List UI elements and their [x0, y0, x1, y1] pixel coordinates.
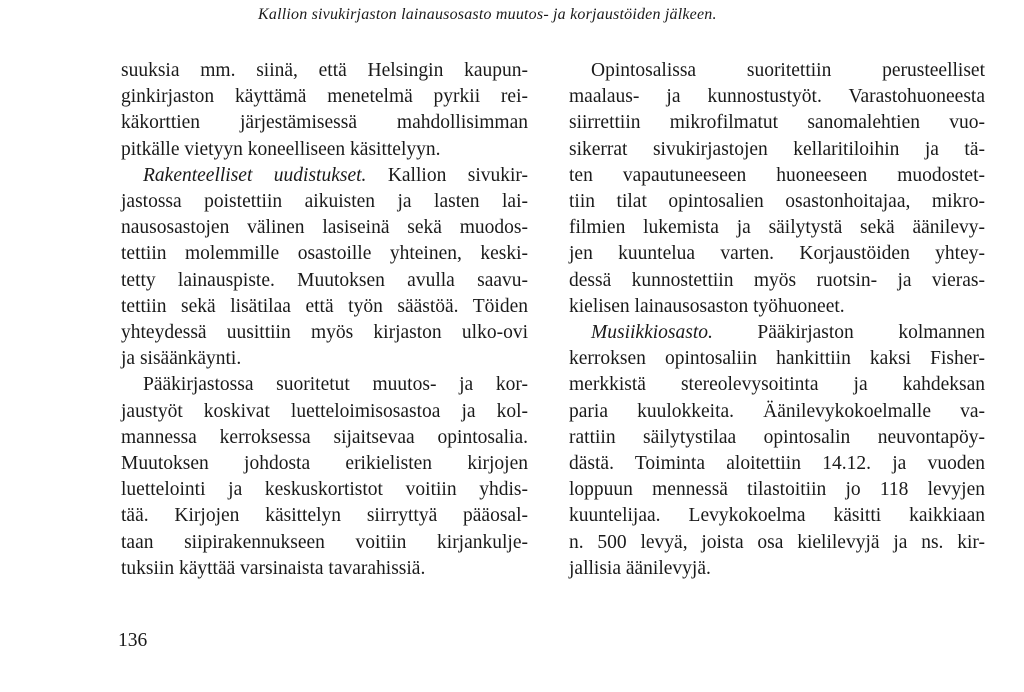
left-column — [121, 58, 528, 582]
text-line: kerroksen opintosaliin hankittiin kaksi Fisher- — [569, 348, 985, 370]
section-heading-musiikkiosasto: Musiikkiosasto. — [591, 322, 713, 344]
text-line: mannessa kerroksessa sijaitsevaa opintosalia. — [121, 426, 528, 448]
text-line: käkorttien järjestämisessä mahdollisimman — [121, 112, 528, 134]
text-fragment: Kallion sivukir- — [366, 164, 529, 186]
text-line: luettelointi ja keskuskortistot voitiin yhdis- — [121, 479, 528, 501]
text-line: tettiin molemmille osastoille yhteinen, keski- — [121, 243, 528, 265]
text-line: tää. Kirjojen käsittelyn siirryttyä pääosal- — [121, 505, 528, 527]
text-line: taan siipirakennukseen voitiin kirjankulje- — [121, 531, 528, 553]
text-line: pitkälle vietyyn koneelliseen käsittelyyn. — [121, 138, 441, 160]
page-number: 136 — [118, 630, 148, 651]
text-line: tetty lainauspiste. Muutoksen avulla saavu- — [121, 269, 528, 291]
text-line: kuuntelijaa. Levykokoelma käsitti kaikkiaan — [569, 505, 985, 527]
text-line: rattiin säilytystilaa opintosalin neuvontapöy- — [569, 426, 985, 448]
text-line: ten vapautuneeseen huoneeseen muodostet- — [569, 164, 985, 186]
text-line: Muutoksen johdosta erikielisten kirjojen — [121, 453, 528, 475]
text-line: Opintosalissa suoritettiin perusteelliset — [591, 60, 985, 81]
text-line: ginkirjaston käyttämä menetelmä pyrkii rei- — [121, 86, 528, 108]
text-line: dessä kunnostettiin myös ruotsin- ja vieras- — [569, 269, 985, 291]
running-head: Kallion sivukirjaston lainausosasto muutos- ja korjaustöiden jälkeen. — [258, 6, 717, 23]
text-line: tiin tilat opintosalien osastonhoitajaa, mikro- — [569, 191, 985, 213]
text-line: ja sisäänkäynti. — [121, 348, 242, 370]
text-line: siirrettiin mikrofilmatut sanomalehtien vuo- — [569, 112, 985, 134]
text-line: jen kuuntelua varten. Korjaustöiden yhtey- — [569, 243, 985, 265]
text-line: loppuun mennessä tilastoitiin jo 118 levyjen — [569, 479, 985, 501]
text-line: jallisia äänilevyjä. — [569, 557, 711, 579]
text-line: tuksiin käyttää varsinaista tavarahissiä. — [121, 557, 426, 579]
section-heading-rakenteelliset: Rakenteelliset uudistukset. — [143, 164, 367, 186]
text-line: tettiin sekä lisätilaa että työn säästöä. Töiden — [121, 295, 528, 317]
section-first-line — [121, 163, 528, 189]
text-line: suuksia mm. siinä, että Helsingin kaupun- — [121, 60, 528, 81]
text-line: merkkistä stereolevysoitinta ja kahdeksan — [569, 374, 985, 396]
text-line: Pääkirjastossa suoritetut muutos- ja kor- — [143, 374, 528, 396]
right-column — [569, 58, 985, 582]
text-line: kielisen lainausosaston työhuoneet. — [569, 295, 845, 317]
section-first-line — [569, 320, 985, 346]
text-line: filmien lukemista ja säilytystä sekä äänilevy- — [569, 217, 985, 239]
text-line: jaustyöt koskivat luetteloimisosastoa ja kol- — [121, 400, 528, 422]
text-line: jastossa poistettiin aikuisten ja lasten lai- — [121, 191, 528, 213]
text-line: yhteydessä uusittiin myös kirjaston ulko-ovi — [121, 322, 528, 344]
text-line: maalaus- ja kunnostustyöt. Varastohuoneesta — [569, 86, 985, 108]
text-line: nausosastojen välinen lasiseinä sekä muodos- — [121, 217, 528, 239]
text-line: paria kuulokkeita. Äänilevykokoelmalle va- — [569, 400, 985, 422]
text-fragment: Pääkirjaston kolmannen — [712, 322, 985, 344]
text-line: sikerrat sivukirjastojen kellaritiloihin ja tä- — [569, 138, 985, 160]
text-line: dästä. Toiminta aloitettiin 14.12. ja vuoden — [569, 453, 985, 475]
text-line: n. 500 levyä, joista osa kielilevyjä ja ns. kir- — [569, 531, 985, 553]
